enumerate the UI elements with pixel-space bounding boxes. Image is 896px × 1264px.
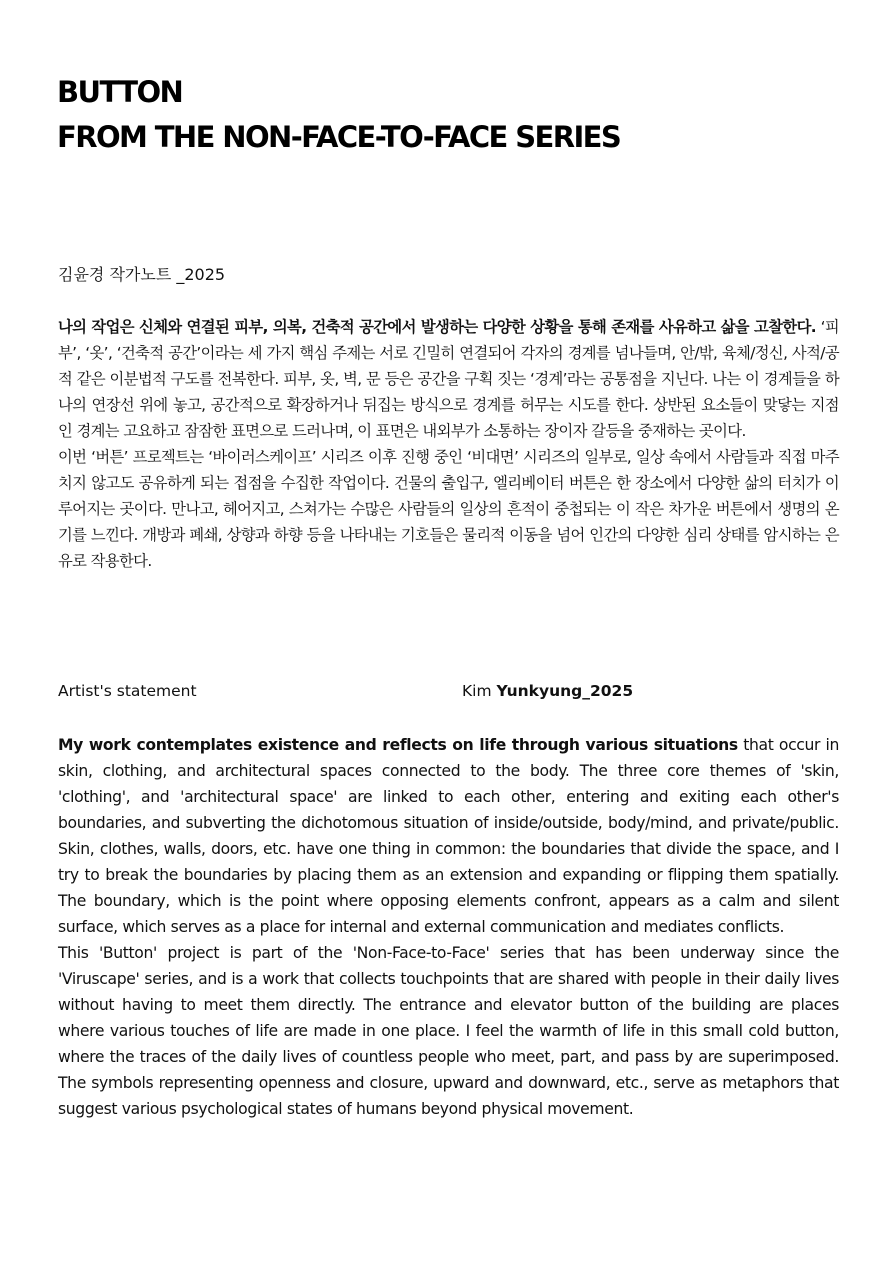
english-paragraph-2: This 'Button' project is part of the 'Non-Face-to-Face' series that has been underway since the 'Viruscape' series, and is a work that collects touchpoints that are shared with people in their daily lives without having to meet them directly. The entrance and elevator button of the building are places where various touches of life are made in one place. I feel the warmth of life in this small cold button, where the traces of the daily lives of countless people who meet, part, and pass by are superimposed. The symbols representing openness and closure, upward and downward, etc., serve as metaphors that suggest various psychological states of humans beyond physical movement. bbox=[58, 944, 839, 1118]
korean-paragraph-1 bbox=[58, 314, 839, 444]
korean-paragraph-1-text: ‘피부’, ‘옷’, ‘건축적 공간’이라는 세 가지 핵심 주제는 서로 긴밀히 연결되어 각자의 경계를 넘나들며, 안/밖, 육체/정신, 사적/공적 같은 이분법적 구도를 전복한다. 피부, 옷, 벽, 문 등은 공간을 구획 짓는 ‘경계’라는 공통점을 지닌다. 나는 이 경계들을 하나의 연장선 위에 놓고, 공간적으로 확장하거나 뒤집는 방식으로 경계를 허무는 시도를 한다. 상반된 요소들이 맞닿는 지점인 경계는 고요하고 잠잠한 표면으로 드러나며, 이 표면은 내외부가 소통하는 장이자 갈등을 중재하는 곳이다. bbox=[58, 318, 840, 440]
artist-statement-label: Artist's statement bbox=[58, 682, 197, 700]
title-line-1: BUTTON bbox=[57, 75, 183, 109]
page-title bbox=[57, 70, 620, 160]
english-paragraph-1-bold: My work contemplates existence and reflects on life through various situations bbox=[58, 736, 738, 754]
korean-statement bbox=[58, 314, 839, 574]
korean-heading: 김윤경 작가노트 _2025 bbox=[58, 265, 226, 284]
english-heading bbox=[58, 680, 839, 702]
artist-name-year bbox=[462, 680, 633, 702]
english-statement bbox=[58, 732, 839, 1122]
korean-paragraph-2: 이번 ‘버튼’ 프로젝트는 ‘바이러스케이프’ 시리즈 이후 진행 중인 ‘비대면’ 시리즈의 일부로, 일상 속에서 사람들과 직접 마주치지 않고도 공유하게 되는 접점을 수집한 작업이다. 건물의 출입구, 엘리베이터 버튼은 한 장소에서 다양한 삶의 터치가 이루어지는 곳이다. 만나고, 헤어지고, 스쳐가는 수많은 사람들의 일상의 흔적이 중첩되는 이 작은 차가운 버튼에서 생명의 온기를 느낀다. 개방과 폐쇄, 상향과 하향 등을 나타내는 기호들은 물리적 이동을 넘어 인간의 다양한 심리 상태를 암시하는 은유로 작용한다. bbox=[58, 448, 839, 570]
english-paragraph-1-text: that occur in skin, clothing, and architectural spaces connected to the body. The three core themes of 'skin, 'clothing', and 'architectural space' are linked to each other, entering and exiting each other's boundaries, and subverting the dichotomous situation of inside/outside, body/mind, and private/public. Skin, clothes, walls, doors, etc. have one thing in common: the boundaries that divide the space, and I try to break the boundaries by placing them as an extension and expanding or flipping them spatially. The boundary, which is the point where opposing elements confront, appears as a calm and silent surface, which serves as a place for internal and external communication and mediates conflicts. bbox=[58, 736, 840, 936]
artist-first-name: Kim bbox=[462, 682, 497, 700]
korean-paragraph-1-bold: 나의 작업은 신체와 연결된 피부, 의복, 건축적 공간에서 발생하는 다양한 상황을 통해 존재를 사유하고 삶을 고찰한다. bbox=[58, 318, 816, 336]
title-line-2: FROM THE NON-FACE-TO-FACE SERIES bbox=[57, 120, 621, 154]
english-paragraph-1 bbox=[58, 732, 839, 940]
artist-last-name-year: Yunkyung_2025 bbox=[496, 682, 634, 700]
